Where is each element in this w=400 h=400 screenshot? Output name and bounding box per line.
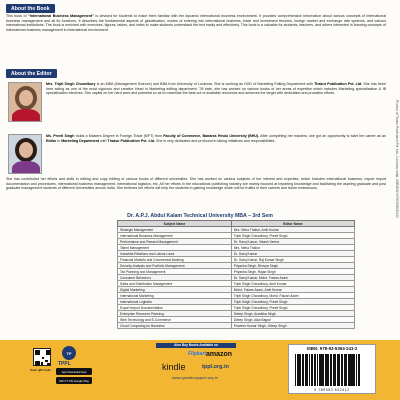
editor-tripti-bio: Mrs. Tripti Singh Chowdhury is an MBA (Management Science) and BBA from University of Lucknow. She is working as HOD of Marketing Editing Department with Thakur Publication Pvt. Ltd. She has been here acting as one of the most vigorous and creative Head in Marketing editing department. Till date, she has worked on various books of her areas of expertise which includes Marketing specialisation & IB specialisation electives. She capital on her hard work and potential so as to maximise the best out of available resources and achieves the target with dedication and proactive efforts. — [46, 82, 386, 96]
tppl-label: TPPL — [58, 361, 71, 367]
subject-cell: Security Analysis and Portfolio Management — [118, 263, 232, 269]
isbn-barcode-box — [288, 344, 376, 394]
subject-cell: Web Technology and E-Commerce — [118, 317, 232, 323]
subject-cell: Enterprise Resource Planning — [118, 311, 232, 317]
subject-cell: Performance and Reward Management — [118, 239, 232, 245]
subject-cell: Digital Marketing — [118, 287, 232, 293]
google-play-button[interactable]: GET IT ON Google Play — [56, 377, 92, 384]
column-header-subject: Subject Name — [118, 221, 232, 227]
subject-cell: International Logistics — [118, 299, 232, 305]
subject-cell: Export Import Documentation — [118, 305, 232, 311]
barcode-icon — [295, 354, 371, 386]
editor-cell: Tripti Singh Chowdhury, Amit Kumar — [231, 281, 354, 287]
editor-cell: Mrs. Neha Thakur, Amit Kumar — [231, 227, 354, 233]
scan-qr-label: Scan QR Code — [30, 368, 51, 372]
subject-cell: Consumer Behaviour — [118, 275, 232, 281]
editor-photo-preeti — [8, 134, 42, 174]
qr-code-icon — [33, 348, 51, 366]
subject-cell: Talent Management — [118, 245, 232, 251]
editor-cell: Mohd. Faizan Azam, Amit Kumar — [231, 287, 354, 293]
table-row — [118, 323, 355, 329]
subject-cell: Cloud Computing for Business — [118, 323, 232, 329]
editor-cell: Dr. Saroj Kumar — [231, 251, 354, 257]
isbn-text: ISBN: 978-93-5363-241-2 — [306, 346, 358, 351]
column-header-editor: Editor Name — [231, 221, 354, 227]
editor-cell: Dileep Singh, Avantika Singh — [231, 311, 354, 317]
amazon-logo: amazon — [206, 351, 233, 358]
editor-cell: Tripti Singh Chowdhury, Mohd. Faizan Azam — [231, 293, 354, 299]
subject-cell: Sales and Distribution Management — [118, 281, 232, 287]
website-link[interactable]: www.questionpaper.org.in — [172, 375, 218, 380]
online-availability-banner: Also Buy Books Available on — [156, 343, 236, 348]
tppl-logo: TP — [62, 346, 76, 360]
subject-cell: Financial Markets and Commercial Banking — [118, 257, 232, 263]
subject-cell: International Marketing — [118, 293, 232, 299]
editor-cell: Priyanka Singh, Bhuvya Singh — [231, 263, 354, 269]
subject-cell: Strategic Management — [118, 227, 232, 233]
table-body — [118, 227, 355, 329]
side-publication-note: Product of Thakur Publication Pvt. Ltd., Lucknow, India. ISBN/EAN/9789353632412 — [395, 100, 399, 218]
editor-cell: Tripti Singh Chowdhury, Preeti Singh — [231, 305, 354, 311]
barcode-digits: 9 789353 632412 — [314, 388, 350, 392]
table-title: Dr. A.P.J. Abdul Kalam Technical University MBA – 3rd Sem — [127, 213, 273, 219]
editor-closing-paragraph: She has contributed her efforts and skills in editing and copy editing of various books of different universities. She has worked on various subjects of her interest and expertise, which includes international business, export import documentation and procedures, international business management, international logistics, etc. All her efforts in the educational publishing industry are mainly focused at imparting knowledge and facilitating the aspiring graduate and post graduate management students of different Universities across India. She believes her efforts will help the students in gaining knowledge which will be fruitful in their careers and future endeavours. — [6, 177, 386, 191]
app-download-button[interactable]: App Download Now — [56, 368, 92, 375]
tppl-site-link[interactable]: tppl.org.in — [202, 364, 229, 370]
editor-cell: Dr. Saroj Kumar, Raj Kumar Singh — [231, 257, 354, 263]
kindle-logo: kindle — [162, 362, 186, 372]
editor-preeti-bio: Ms. Preeti Singh holds a Masters Degree in Foreign Trade (MFT) from Faculty of Commerce, Banaras Hindu University (BHU). After completing her masters, she got an opportunity to start her career as an Editor in Marketing Department with Thakur Publication Pvt. Ltd. She is very dedicated and profound in taking initiatives and responsibilities. — [46, 134, 386, 143]
about-book-heading: About the Book — [6, 4, 55, 13]
editor-cell: Dr. Saroj Kumar, Vikash Verma — [231, 239, 354, 245]
editor-cell: Priyanka Singh, Rajan Singh — [231, 269, 354, 275]
editor-cell: Tripti Singh Chowdhury, Preeti Singh — [231, 233, 354, 239]
editor-photo-tripti — [8, 82, 42, 122]
editor-cell: Tripti Singh Chowdhury, Preeti Singh — [231, 299, 354, 305]
editor-cell: Dileep Singh, Alka Bajpai — [231, 317, 354, 323]
subject-editor-table — [117, 220, 355, 329]
editor-cell: Dr. Saroj Kumar, Mohd. Faizan Azam — [231, 275, 354, 281]
subject-cell: Industrial Relations and Labour Laws — [118, 251, 232, 257]
editor-cell: Mrs. Neha Thakur — [231, 245, 354, 251]
editor-cell: Praveen Kumar Singh, Dileep Singh — [231, 323, 354, 329]
subject-cell: Tax Planning and Management — [118, 269, 232, 275]
subject-cell: International Business Management — [118, 233, 232, 239]
flipkart-logo: Flipkart — [188, 351, 207, 357]
about-book-paragraph: This book of “International Business Management” is devised for students to make them familiar with the dynamic international business environment. It provides comprehensive information about various concepts of international business management and all its functions. It describes the fundamental aspects of globalisation, modes of entering into international business, trade and investment theories, foreign market and exchange rate systems, and various international institutions. The book is enriched with exercises, figures, tables, and index to make students understand the text easily and effectively. This book is a valuable for students, teachers, and others interested in learning concepts of international business management in international environment. — [6, 14, 387, 32]
about-editor-heading: About the Editor — [6, 69, 57, 78]
